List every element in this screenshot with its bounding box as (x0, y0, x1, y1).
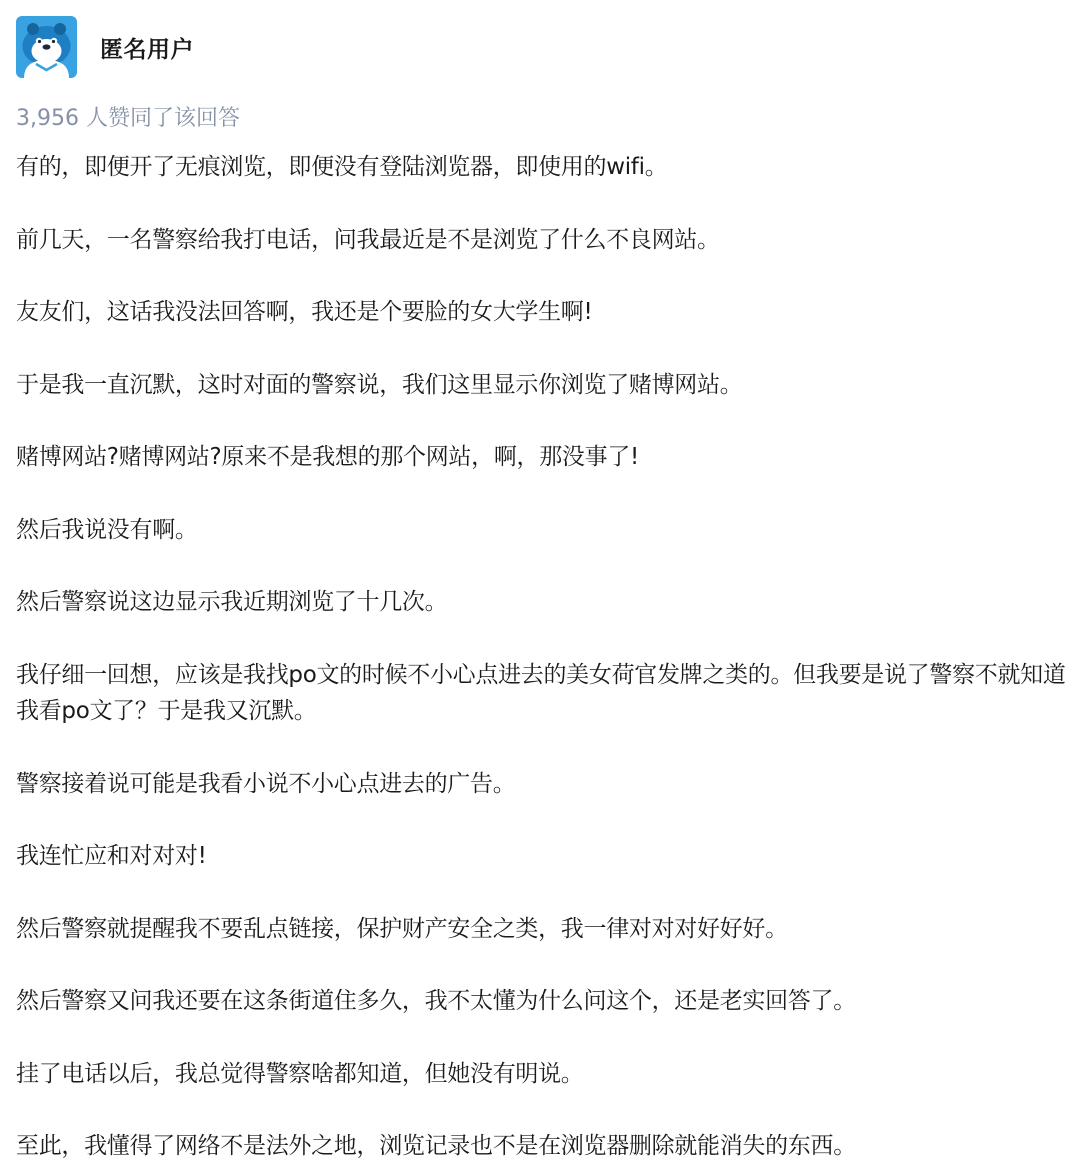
answer-paragraph: 然后警察说这边显示我近期浏览了十几次。 (16, 589, 448, 615)
answer-paragraph: 我连忙应和对对对! (16, 843, 207, 869)
author-info (16, 16, 194, 78)
answer-paragraph: 有的，即便开了无痕浏览，即便没有登陆浏览器，即使用的wifi。 (16, 154, 668, 180)
answer-paragraph: 然后我说没有啊。 (16, 516, 198, 543)
answer-paragraph: 友友们，这话我没法回答啊，我还是个要脸的女大学生啊! (16, 299, 593, 325)
answer-paragraph: 于是我一直沉默，这时对面的警察说，我们这里显示你浏览了赌博网站。 (16, 371, 743, 398)
voters-count[interactable]: 3,956 人赞同了该回答 (16, 106, 240, 131)
answer-paragraph: 前几天，一名警察给我打电话，问我最近是不是浏览了什么不良网站。 (16, 226, 720, 253)
answer-paragraph: 然后警察又问我还要在这条街道住多久，我不太懂为什么问这个，还是老实回答了。 (16, 988, 856, 1014)
answer-paragraph: 警察接着说可能是我看小说不小心点进去的广告。 (16, 770, 516, 797)
answer-content (16, 149, 1066, 1165)
answer-paragraph: 我仔细一回想，应该是我找po文的时候不小心点进去的美女荷官发牌之类的。但我要是说了警察不就知道我看po文了？于是我又沉默。 (16, 661, 1066, 724)
answer-paragraph: 挂了电话以后，我总觉得警察啥都知道，但她没有明说。 (16, 1060, 584, 1087)
author-name[interactable]: 匿名用户 (100, 36, 194, 63)
answer-paragraph: 赌博网站?赌博网站?原来不是我想的那个网站，啊，那没事了! (16, 444, 639, 470)
anonymous-user-avatar-icon[interactable] (16, 16, 77, 78)
answer-paragraph: 然后警察就提醒我不要乱点链接，保护财产安全之类，我一律对对对好好好。 (16, 915, 788, 942)
answer-paragraph: 至此，我懂得了网络不是法外之地，浏览记录也不是在浏览器删除就能消失的东西。 (16, 1133, 856, 1159)
